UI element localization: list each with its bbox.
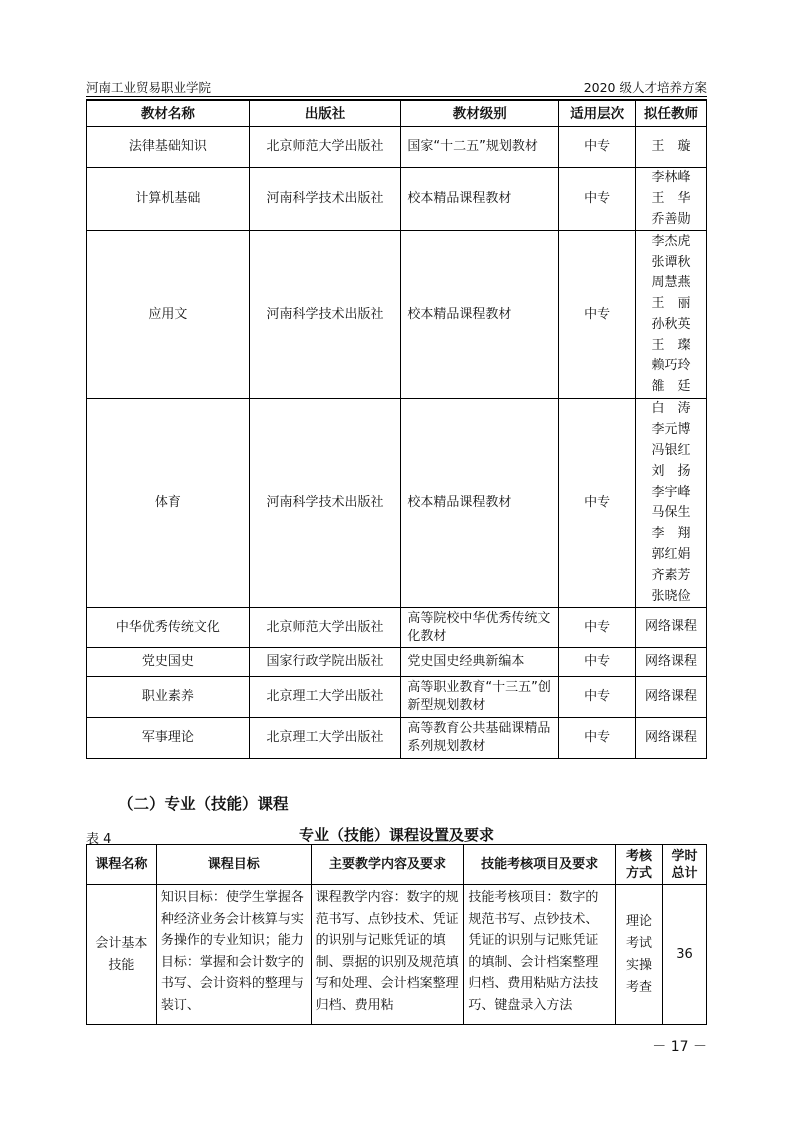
course-content: 课程教学内容：数字的规范书写、点钞技术、凭证的识别与记账凭证的填制、票据的识别及规范填写和处理、会计档案整理归档、费用粘 [311, 885, 464, 1025]
table-row [87, 127, 707, 168]
textbook-name: 计算机基础 [87, 168, 250, 231]
course-hours: 36 [662, 885, 706, 1025]
header-school: 河南工业贸易职业学院 [86, 80, 212, 95]
teacher-name: 王 华 [651, 190, 691, 206]
table-row [87, 168, 707, 231]
textbook-level: 高等教育公共基础课精品系列规划教材 [401, 718, 559, 759]
teachers [636, 608, 707, 648]
applicable-level: 中专 [559, 399, 636, 608]
teacher-name: 马保生 [651, 505, 691, 521]
teacher-name: 雒 廷 [651, 379, 691, 395]
table-row [87, 648, 707, 677]
publisher: 北京师范大学出版社 [249, 127, 401, 168]
textbook-level: 高等院校中华优秀传统文化教材 [401, 608, 559, 648]
course-table [86, 844, 707, 1025]
publisher: 河南科学技术出版社 [249, 231, 401, 399]
publisher: 北京理工大学出版社 [249, 718, 401, 759]
teacher-name: 李杰虎 [651, 233, 691, 249]
table-row [87, 677, 707, 718]
col-header: 主要教学内容及要求 [311, 845, 464, 885]
teacher-name: 网络课程 [645, 619, 698, 635]
textbook-name: 职业素养 [87, 677, 250, 718]
teacher-name: 李元博 [651, 422, 691, 438]
col-header: 教材名称 [87, 101, 250, 127]
teacher-name: 齐素芳 [651, 567, 691, 583]
table-label: 表 4 [86, 832, 112, 847]
teacher-name: 李宇峰 [651, 484, 691, 500]
col-header: 学时总计 [662, 845, 706, 885]
table-row [87, 399, 707, 608]
teachers [636, 648, 707, 677]
teacher-name: 张谭秋 [651, 254, 691, 270]
textbook-level: 党史国史经典新编本 [401, 648, 559, 677]
col-header: 考核方式 [616, 845, 663, 885]
col-header: 课程名称 [87, 845, 157, 885]
teachers [636, 718, 707, 759]
header-rule [86, 96, 707, 97]
teacher-name: 刘 扬 [651, 463, 691, 479]
textbook-name: 中华优秀传统文化 [87, 608, 250, 648]
table-title: 专业（技能）课程设置及要求 [298, 826, 494, 844]
teacher-name: 王 丽 [651, 296, 691, 312]
teacher-name: 李 翔 [651, 526, 691, 542]
textbook-level: 校本精品课程教材 [401, 399, 559, 608]
textbook-name: 应用文 [87, 231, 250, 399]
col-header: 拟任教师 [636, 101, 707, 127]
textbook-name: 法律基础知识 [87, 127, 250, 168]
teachers [636, 399, 707, 608]
teachers [636, 127, 707, 168]
textbook-name: 体育 [87, 399, 250, 608]
teacher-name: 郭红娟 [651, 546, 691, 562]
textbook-table [86, 100, 707, 759]
col-header: 适用层次 [559, 101, 636, 127]
textbook-level: 校本精品课程教材 [401, 231, 559, 399]
course-name: 会计基本技能 [87, 885, 157, 1025]
textbook-level: 国家“十二五”规划教材 [401, 127, 559, 168]
publisher: 河南科学技术出版社 [249, 399, 401, 608]
table-row [87, 231, 707, 399]
course-exam: 理论考试实操考查 [616, 885, 663, 1025]
applicable-level: 中专 [559, 168, 636, 231]
publisher: 河南科学技术出版社 [249, 168, 401, 231]
col-header: 技能考核项目及要求 [464, 845, 616, 885]
textbook-level: 高等职业教育“十三五”创新型规划教材 [401, 677, 559, 718]
teachers [636, 677, 707, 718]
textbook-name: 党史国史 [87, 648, 250, 677]
applicable-level: 中专 [559, 718, 636, 759]
applicable-level: 中专 [559, 608, 636, 648]
teacher-name: 王 璨 [651, 337, 691, 353]
textbook-level: 校本精品课程教材 [401, 168, 559, 231]
course-skill: 技能考核项目：数字的规范书写、点钞技术、凭证的识别与记账凭证的填制、会计档案整理归档、费用粘贴方法技巧、键盘录入方法 [464, 885, 616, 1025]
section-heading: （二）专业（技能）课程 [118, 795, 289, 813]
publisher: 北京师范大学出版社 [249, 608, 401, 648]
teacher-name: 乔善勋 [651, 211, 691, 227]
teacher-name: 网络课程 [645, 729, 698, 745]
teachers [636, 168, 707, 231]
teachers [636, 231, 707, 399]
teacher-name: 李林峰 [651, 170, 691, 185]
teacher-name: 白 涛 [651, 401, 691, 417]
applicable-level: 中专 [559, 677, 636, 718]
course-goal: 知识目标：使学生掌握各种经济业务会计核算与实务操作的专业知识；能力目标：掌握和会计数字的书写、会计资料的整理与装订、 [156, 885, 311, 1025]
publisher: 北京理工大学出版社 [249, 677, 401, 718]
applicable-level: 中专 [559, 127, 636, 168]
teacher-name: 周慧燕 [651, 275, 691, 291]
teacher-name: 网络课程 [645, 688, 698, 704]
table-row [87, 718, 707, 759]
header-plan: 2020 级人才培养方案 [583, 80, 707, 95]
publisher: 国家行政学院出版社 [249, 648, 401, 677]
col-header: 课程目标 [156, 845, 311, 885]
teacher-name: 赖巧玲 [651, 358, 691, 374]
col-header: 出版社 [249, 101, 401, 127]
teacher-name: 王 璇 [651, 138, 691, 154]
applicable-level: 中专 [559, 648, 636, 677]
table-row [87, 608, 707, 648]
teacher-name: 冯银红 [651, 443, 691, 458]
page-number: － 17 － [652, 1039, 707, 1055]
teacher-name: 孙秋英 [651, 316, 691, 332]
applicable-level: 中专 [559, 231, 636, 399]
col-header: 教材级别 [401, 101, 559, 127]
textbook-name: 军事理论 [87, 718, 250, 759]
teacher-name: 张晓俭 [651, 588, 691, 604]
teacher-name: 网络课程 [645, 653, 698, 669]
